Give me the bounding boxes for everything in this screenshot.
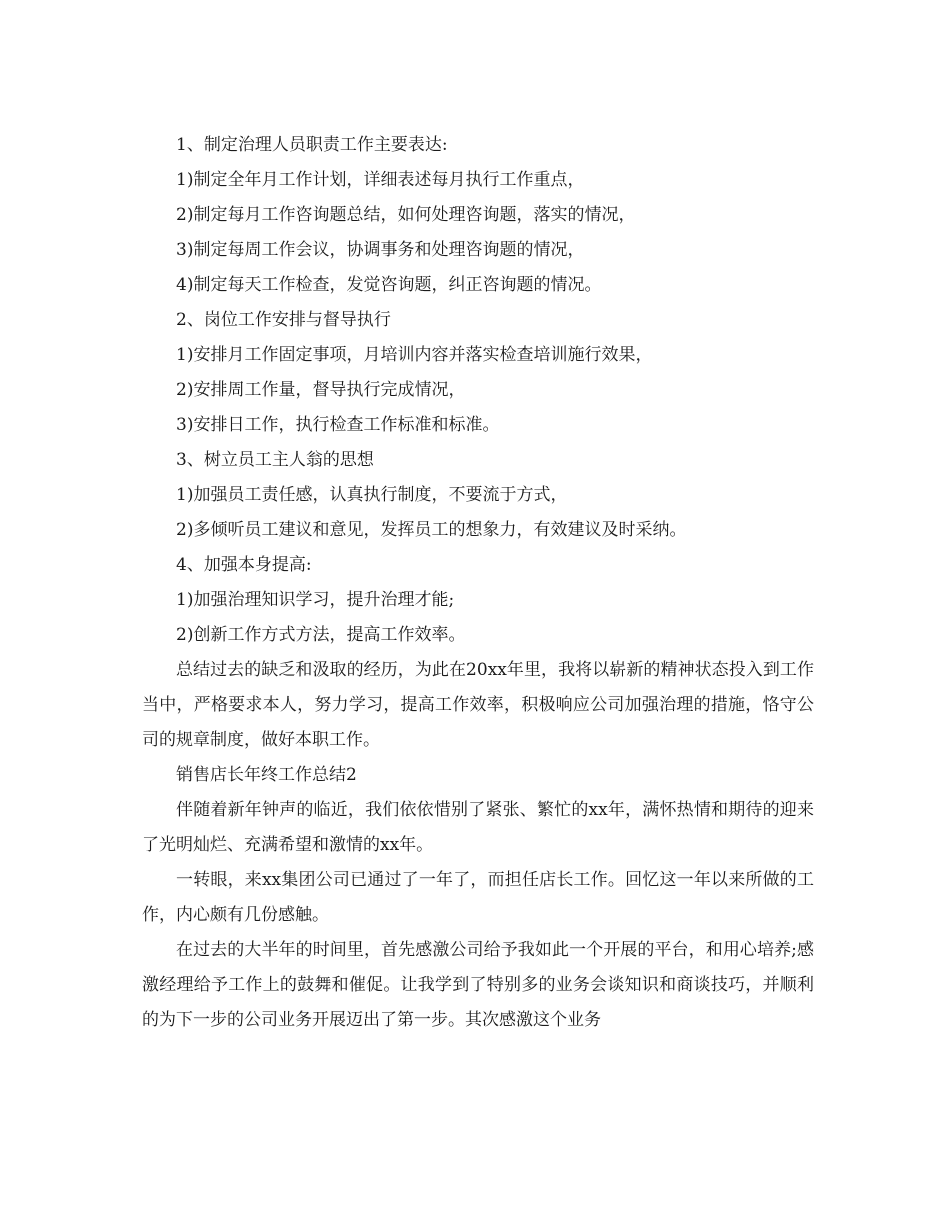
paragraph-thanks: 在过去的大半年的时间里，首先感激公司给予我如此一个开展的平台，和用心培养;感激经理给予工作上的鼓舞和催促。让我学到了特别多的业务会谈知识和商谈技巧，并顺利的为下一步的公司业务开展迈出了第一步。其次感激这个业务 (142, 940, 814, 1030)
list-item: 2)多倾听员工建议和意见，发挥员工的想象力，有效建议及时采纳。 (176, 520, 687, 540)
document-body (142, 128, 814, 1038)
paragraph-summary: 总结过去的缺乏和汲取的经历，为此在20xx年里，我将以崭新的精神状态投入到工作当中，严格要求本人，努力学习，提高工作效率，积极响应公司加强治理的措施，恪守公司的规章制度，做好本职工作。 (142, 660, 814, 750)
heading-ownership: 3、树立员工主人翁的思想 (176, 450, 374, 470)
heading-arrangement: 2、岗位工作安排与督导执行 (176, 310, 391, 330)
heading-self-improvement: 4、加强本身提高: (176, 555, 312, 575)
list-item: 1)安排月工作固定事项，月培训内容并落实检查培训施行效果， (176, 345, 653, 365)
list-item: 1)制定全年月工作计划，详细表述每月执行工作重点， (176, 170, 585, 190)
paragraph-one-year: 一转眼，来xx集团公司已通过了一年了，而担任店长工作。回忆这一年以来所做的工作，内心颇有几份感触。 (142, 870, 814, 925)
heading-duties: 1、制定治理人员职责工作主要表达: (176, 135, 448, 155)
list-item: 2)安排周工作量，督导执行完成情况， (176, 380, 466, 400)
list-item: 2)创新工作方式方法，提高工作效率。 (176, 625, 466, 645)
list-item: 2)制定每月工作咨询题总结，如何处理咨询题，落实的情况， (176, 205, 636, 225)
list-item: 3)制定每周工作会议，协调事务和处理咨询题的情况， (176, 240, 585, 260)
section-title: 销售店长年终工作总结2 (176, 765, 357, 785)
list-item: 3)安排日工作，执行检查工作标准和标准。 (176, 415, 500, 435)
paragraph-new-year: 伴随着新年钟声的临近，我们依依惜别了紧张、繁忙的xx年，满怀热情和期待的迎来了光明灿烂、充满希望和激情的xx年。 (142, 800, 814, 855)
list-item: 4)制定每天工作检查，发觉咨询题，纠正咨询题的情况。 (176, 275, 602, 295)
list-item: 1)加强员工责任感，认真执行制度，不要流于方式， (176, 485, 568, 505)
list-item: 1)加强治理知识学习，提升治理才能; (176, 590, 455, 610)
